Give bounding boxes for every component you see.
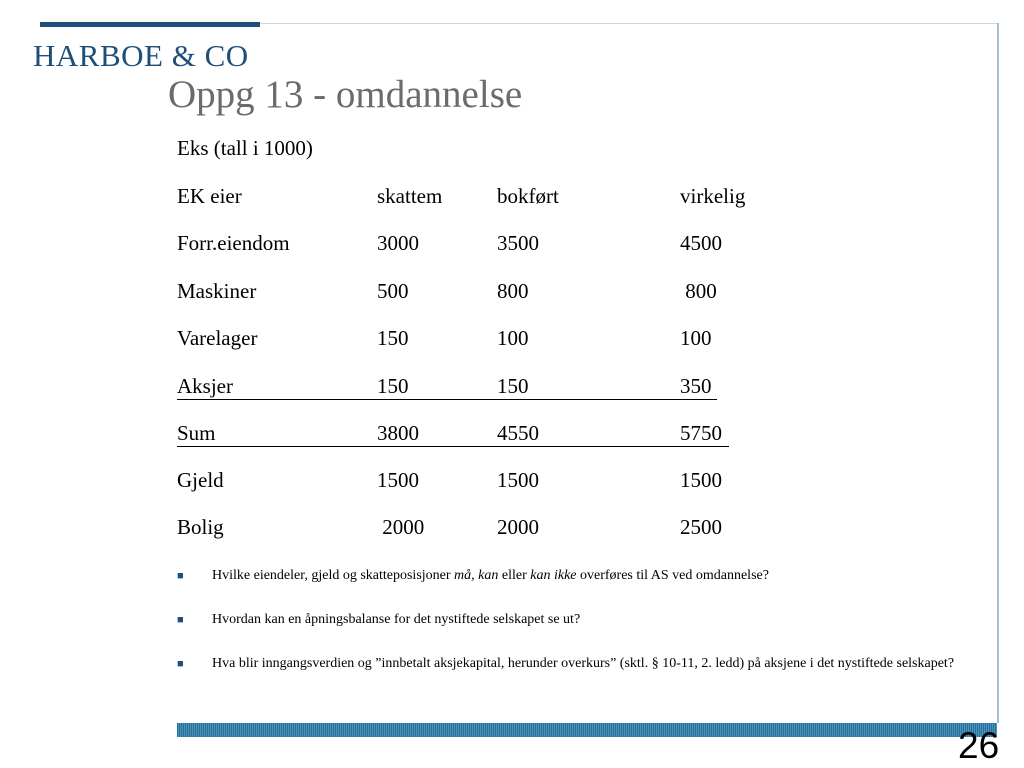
- table-cell: 800: [497, 279, 529, 303]
- table-cell: 150: [497, 374, 529, 398]
- question-text: eller: [498, 568, 531, 583]
- table-cell: Aksjer: [177, 374, 233, 398]
- table-cell: Forr.eiendom: [177, 231, 290, 255]
- table-cell: 4550: [497, 421, 539, 445]
- table-cell: Bolig: [177, 515, 224, 539]
- table-header-cell: virkelig: [680, 184, 746, 208]
- page-number: 26: [958, 725, 1000, 766]
- question-item: [177, 612, 967, 628]
- table-cell: 1500: [497, 468, 539, 492]
- table-cell: 1500: [377, 468, 419, 492]
- table-row-underlined: [177, 374, 737, 404]
- table-cell: 800: [680, 279, 717, 303]
- table-cell: Maskiner: [177, 279, 257, 303]
- table-row: [177, 468, 737, 498]
- table-cell: 100: [680, 326, 712, 350]
- table-caption: Eks (tall i 1000): [177, 136, 313, 160]
- question-list: [177, 568, 967, 672]
- right-rule: [997, 23, 999, 723]
- footer-bar: [177, 723, 997, 737]
- table-cell: 3800: [377, 421, 419, 445]
- table-cell: 2500: [680, 515, 722, 539]
- question-item: [177, 656, 967, 672]
- square-bullet-icon: ■: [177, 658, 184, 670]
- table-row: [177, 326, 737, 356]
- company-logo: HARBOE & CO: [33, 38, 249, 73]
- underline-rule: [177, 399, 717, 400]
- square-bullet-icon: ■: [177, 570, 184, 582]
- table-row-underlined: [177, 421, 737, 451]
- table-cell: 5750: [680, 421, 722, 445]
- table-cell: Sum: [177, 421, 216, 445]
- question-text: Hva blir inngangsverdien og ”innbetalt aksjekapital, herunder overkurs” (sktl. § 10-11, 2. ledd) på aksjene i det nystiftede selskapet?: [212, 656, 955, 671]
- table-row: [177, 279, 737, 309]
- underline-rule: [177, 446, 729, 447]
- table-cell: 500: [377, 279, 409, 303]
- slide-title: Oppg 13 - omdannelse: [168, 73, 523, 116]
- table-header-cell: skattem: [377, 184, 443, 208]
- table-cell: 3000: [377, 231, 419, 255]
- table-cell: Varelager: [177, 326, 258, 350]
- table-cell: Gjeld: [177, 468, 224, 492]
- table-cell: 350: [680, 374, 712, 398]
- header-rule: [260, 23, 998, 24]
- table-header-cell: bokført: [497, 184, 559, 208]
- table-row: [177, 231, 737, 261]
- table-header-row: [177, 184, 746, 214]
- square-bullet-icon: ■: [177, 614, 184, 626]
- table-cell: 2000: [497, 515, 539, 539]
- header-accent-bar: [40, 22, 260, 27]
- question-item: [177, 568, 967, 584]
- table-cell: 3500: [497, 231, 539, 255]
- question-text: overføres til AS ved omdannelse?: [576, 568, 769, 583]
- table-cell: 4500: [680, 231, 722, 255]
- table-header-cell: EK eier: [177, 184, 242, 208]
- question-text: Hvordan kan en åpningsbalanse for det nystiftede selskapet se ut?: [212, 612, 581, 627]
- table-cell: 150: [377, 326, 409, 350]
- question-text: Hvilke eiendeler, gjeld og skatteposisjoner: [212, 568, 455, 583]
- table-cell: 150: [377, 374, 409, 398]
- table-cell: 1500: [680, 468, 722, 492]
- table-cell: 100: [497, 326, 529, 350]
- table-cell: 2000: [377, 515, 425, 539]
- question-emphasis: kan ikke: [530, 568, 577, 583]
- table-row: [177, 515, 737, 545]
- question-emphasis: må, kan: [454, 568, 499, 583]
